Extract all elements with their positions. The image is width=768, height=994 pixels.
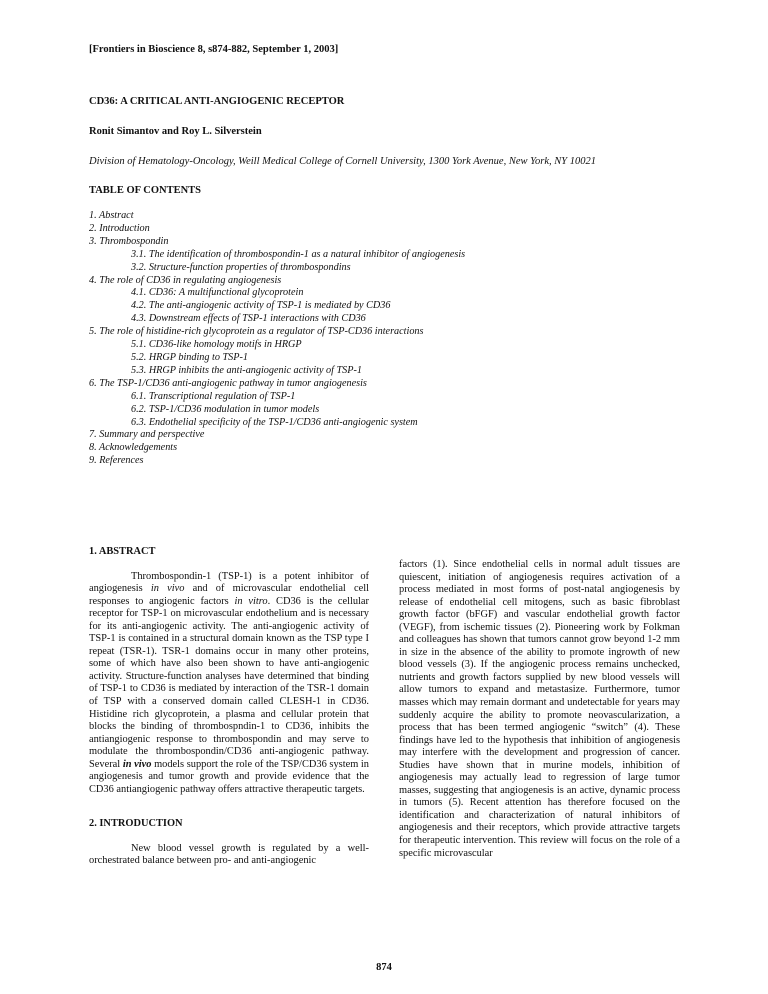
abstract-text-run: Thrombospondin-1 (TSP-1) is a potent inhibitor of angiogenesis xyxy=(89,570,369,595)
toc-item: 6.2. TSP-1/CD36 modulation in tumor models xyxy=(131,403,320,415)
right-column xyxy=(399,559,680,860)
abstract-text-run: in vitro xyxy=(234,595,268,607)
introduction-heading: 2. INTRODUCTION xyxy=(89,818,183,830)
toc-item: 9. References xyxy=(89,455,144,467)
page-number: 874 xyxy=(376,962,392,973)
toc-item: 5. The role of histidine-rich glycoprotein as a regulator of TSP-CD36 interactions xyxy=(89,326,424,338)
table-of-contents xyxy=(89,210,465,468)
abstract-text-run: in vivo xyxy=(150,583,185,595)
abstract-text-run: . CD36 is the cellular receptor for TSP-1 on microvascular endothelium and is necessary for its anti-angiogenic activity. The anti-angiogenic activity of TSP-1 is contained in a structural domain known as the TSP type I repeat (TSR-1). TSR-1 domains occur in many other proteins, some of which have also been shown to have anti-angiogenic activity. Structure-function analyses have determined that binding of TSP-1 to CD36 is mediated by interaction of the TSR-1 domain of TSP with a conserved domain called CLESH-1 in CD36. Histidine rich glycoprotein, a plasma and cellular protein that blocks the binding of thrombospndin-1 to CD36, inhibits the antiangiogenic response to thrombospondin and may serve to modulate the thrombospondin/CD36 anti-angiogenic pathway. Several xyxy=(89,595,370,770)
toc-item: 7. Summary and perspective xyxy=(89,429,205,441)
article-title: CD36: A CRITICAL ANTI-ANGIOGENIC RECEPTOR xyxy=(89,96,345,107)
toc-item: 8. Acknowledgements xyxy=(89,442,178,454)
article-authors: Ronit Simantov and Roy L. Silverstein xyxy=(89,126,262,137)
toc-item: 3. Thrombospondin xyxy=(89,235,169,247)
journal-citation: [Frontiers in Bioscience 8, s874-882, September 1, 2003] xyxy=(89,44,339,55)
abstract-text-run: in vivo xyxy=(122,758,152,770)
toc-item: 4. The role of CD36 in regulating angiogenesis xyxy=(89,274,282,286)
toc-item: 6. The TSP-1/CD36 anti-angiogenic pathway in tumor angiogenesis xyxy=(89,377,367,389)
abstract-text-run: models support the role of the TSP/CD36 system in angiogenesis and tumor growth and provide evidence that the CD36 antiangiogenic pathway offers attractive therapeutic targets. xyxy=(89,758,369,795)
introduction-continued-paragraph: factors (1). Since endothelial cells in normal adult tissues are quiescent, initiation of angiogenesis requires activation of a process mediated in most forms of post-natal angiogenesis by release of endothelial cell mitogens, such as basic fibroblast growth factor (bFGF) and vascular endothelial growth factor (VEGF), from ischemic tissues (2). Pioneering work by Folkman and colleagues has shown that tumors cannot grow beyond 1-2 mm in size in the absence of the ability to promote ingrowth of new blood vessels (3). If the angiogenic process remains unchecked, nutrients and growth factors supplied by new blood vessels will allow tumors to expand and metastasize. Furthermore, tumor masses which may remain dormant and undetectable for years may suddenly acquire the ability to promote neovascularization, a process that has been termed angiogenic “switch” (4). These findings have led to the hypothesis that inhibition of angiogenesis may interfere with the development and progression of cancer. Studies have shown that in murine models, inhibition of angiogenesis may actually lead to regression of large tumor masses, suggesting that angiogenesis is an active, dynamic process in tumors (5). Recent attention has therefore focused on the identification and characterization of natural inhibitors of angiogenesis and their receptors, which provide attractive targets for therapeutic intervention. This review will focus on the role of a specific microvascular xyxy=(399,559,680,859)
abstract-text-run: and of microvascular endothelial cell responses to angiogenic factors xyxy=(89,583,369,607)
toc-item: 3.2. Structure-function properties of thrombospondins xyxy=(131,261,351,273)
toc-item: 5.2. HRGP binding to TSP-1 xyxy=(131,351,248,363)
toc-item: 4.3. Downstream effects of TSP-1 interactions with CD36 xyxy=(131,313,366,325)
toc-item: 6.1. Transcriptional regulation of TSP-1 xyxy=(131,390,296,402)
abstract-heading: 1. ABSTRACT xyxy=(89,546,156,557)
toc-item: 4.2. The anti-angiogenic activity of TSP-1 is mediated by CD36 xyxy=(131,300,391,312)
toc-item: 2. Introduction xyxy=(89,222,150,234)
toc-item: 6.3. Endothelial specificity of the TSP-1/CD36 anti-angiogenic system xyxy=(131,416,418,428)
toc-item: 1. Abstract xyxy=(89,210,134,221)
introduction-paragraph: New blood vessel growth is regulated by a well-orchestrated balance between pro- and anti-angiogenic xyxy=(89,842,369,867)
abstract-paragraph xyxy=(89,571,369,797)
toc-item: 5.3. HRGP inhibits the anti-angiogenic activity of TSP-1 xyxy=(131,364,362,376)
left-column xyxy=(89,546,369,868)
toc-heading: TABLE OF CONTENTS xyxy=(89,185,202,196)
author-affiliation: Division of Hematology-Oncology, Weill Medical College of Cornell University, 1300 York Avenue, New York, NY 10021 xyxy=(89,156,596,167)
toc-item: 4.1. CD36: A multifunctional glycoprotein xyxy=(131,287,304,299)
toc-item: 3.1. The identification of thrombospondin-1 as a natural inhibitor of angiogenesis xyxy=(131,248,466,260)
toc-item: 5.1. CD36-like homology motifs in HRGP xyxy=(131,339,302,351)
